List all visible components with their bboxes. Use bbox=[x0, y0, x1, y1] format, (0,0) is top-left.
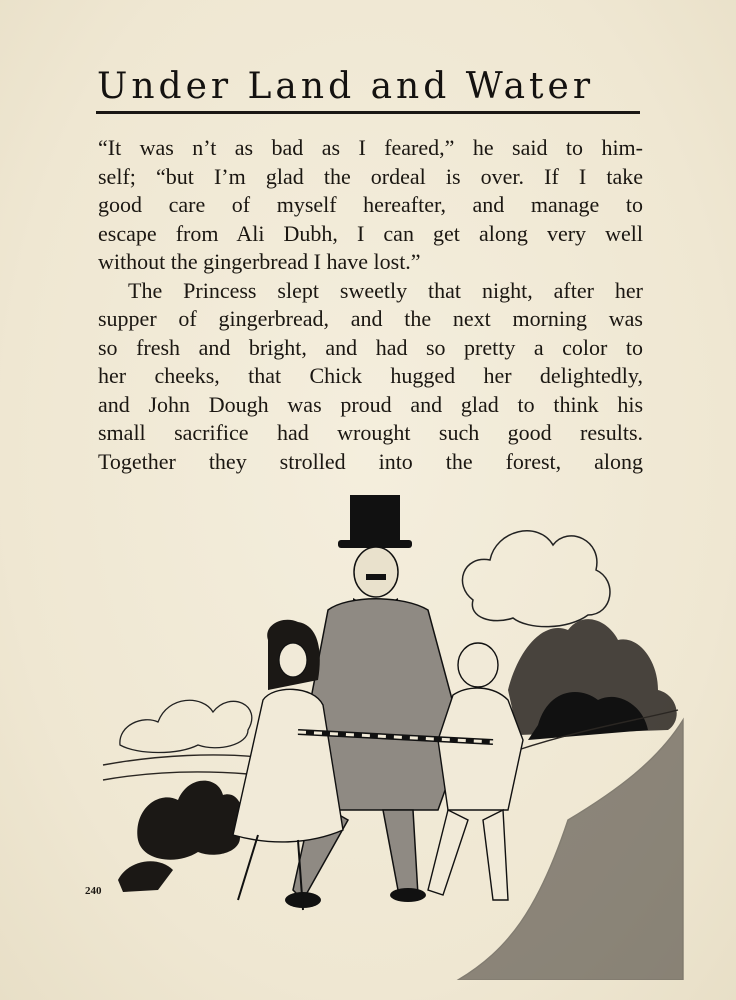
body-line: self; “but I’m glad the ordeal is over. If I take bbox=[98, 163, 643, 189]
running-header-title: Under Land and Water bbox=[97, 66, 595, 107]
body-line: The Princess slept sweetly that night, after her bbox=[128, 277, 643, 303]
body-line: “It was n’t as bad as I feared,” he said to him- bbox=[98, 135, 643, 160]
cloud-left bbox=[120, 700, 252, 752]
body-line: her cheeks, that Chick hugged her delightedly, bbox=[98, 363, 643, 388]
header-rule bbox=[96, 111, 640, 114]
body-line: Together they strolled into the forest, along bbox=[98, 448, 643, 474]
body-line: without the gingerbread I have lost.” bbox=[98, 249, 421, 274]
body-text bbox=[98, 134, 643, 476]
illustration bbox=[98, 490, 693, 980]
body-line: and John Dough was proud and glad to think his bbox=[98, 391, 643, 417]
body-line: escape from Ali Dubh, I can get along very well bbox=[98, 220, 643, 246]
body-line: good care of myself hereafter, and manage to bbox=[98, 192, 643, 217]
body-line: supper of gingerbread, and the next morning was bbox=[98, 306, 643, 331]
bushes-left bbox=[118, 781, 242, 892]
body-line: small sacrifice had wrought such good results. bbox=[98, 420, 643, 445]
body-line: so fresh and bright, and had so pretty a color to bbox=[98, 334, 643, 360]
cloud-right bbox=[462, 531, 610, 627]
page-number: 240 bbox=[85, 885, 102, 897]
trees-right bbox=[508, 619, 677, 740]
